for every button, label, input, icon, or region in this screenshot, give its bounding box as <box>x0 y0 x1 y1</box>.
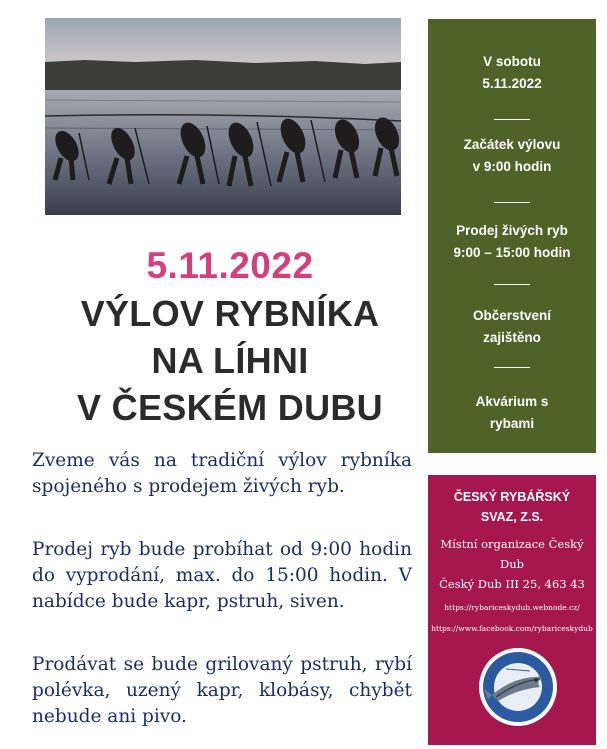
title-line-1: VÝLOV RYBNÍKA <box>80 293 380 334</box>
fishermen-pulling-net-photo <box>45 18 401 215</box>
schedule-divider <box>494 202 530 203</box>
organizer-name: ČESKÝ RYBÁŘSKÝ SVAZ, Z.S. <box>453 490 571 524</box>
schedule-item-sale: Prodej živých ryb 9:00 – 15:00 hodin <box>453 223 571 260</box>
website-link[interactable]: https://rybariceskydub.webnode.cz/ <box>444 603 580 612</box>
event-date: 5.11.2022 <box>146 245 314 286</box>
schedule-panel <box>428 19 596 453</box>
invitation-paragraph: Zveme vás na tradiční výlov rybníka spojeného s prodejem živých ryb. <box>32 450 412 497</box>
event-title <box>20 290 440 431</box>
schedule-divider <box>494 367 530 368</box>
fishing-union-logo <box>478 647 558 727</box>
schedule-item-refreshments: Občerstvení zajištěno <box>472 308 552 345</box>
schedule-item-date: V sobotu 5.11.2022 <box>482 54 542 91</box>
organizer-address: Místní organizace Český Dub Český Dub III 25, 463 43 <box>439 537 585 591</box>
title-line-3: V ČESKÉM DUBU <box>77 387 383 428</box>
schedule-item-aquarium: Akvárium s rybami <box>475 394 549 431</box>
fish-logo-icon <box>478 647 558 727</box>
schedule-divider <box>494 284 530 285</box>
schedule-divider <box>494 119 530 120</box>
title-line-2: NA LÍHNI <box>151 340 309 381</box>
food-paragraph: Prodávat se bude grilovaný pstruh, rybí polévka, uzený kapr, klobásy, chybět nebude ani pivo. <box>32 654 412 727</box>
organizer-panel <box>428 475 596 745</box>
header-photo <box>45 18 401 215</box>
schedule-item-start: Začátek výlovu v 9:00 hodin <box>463 137 561 174</box>
sale-paragraph: Prodej ryb bude probíhat od 9:00 hodin do vyprodání, max. do 15:00 hodin. V nabídce bude kapr, pstruh, siven. <box>32 539 412 612</box>
facebook-link[interactable]: https://www.facebook.com/rybariceskydub <box>431 624 593 633</box>
